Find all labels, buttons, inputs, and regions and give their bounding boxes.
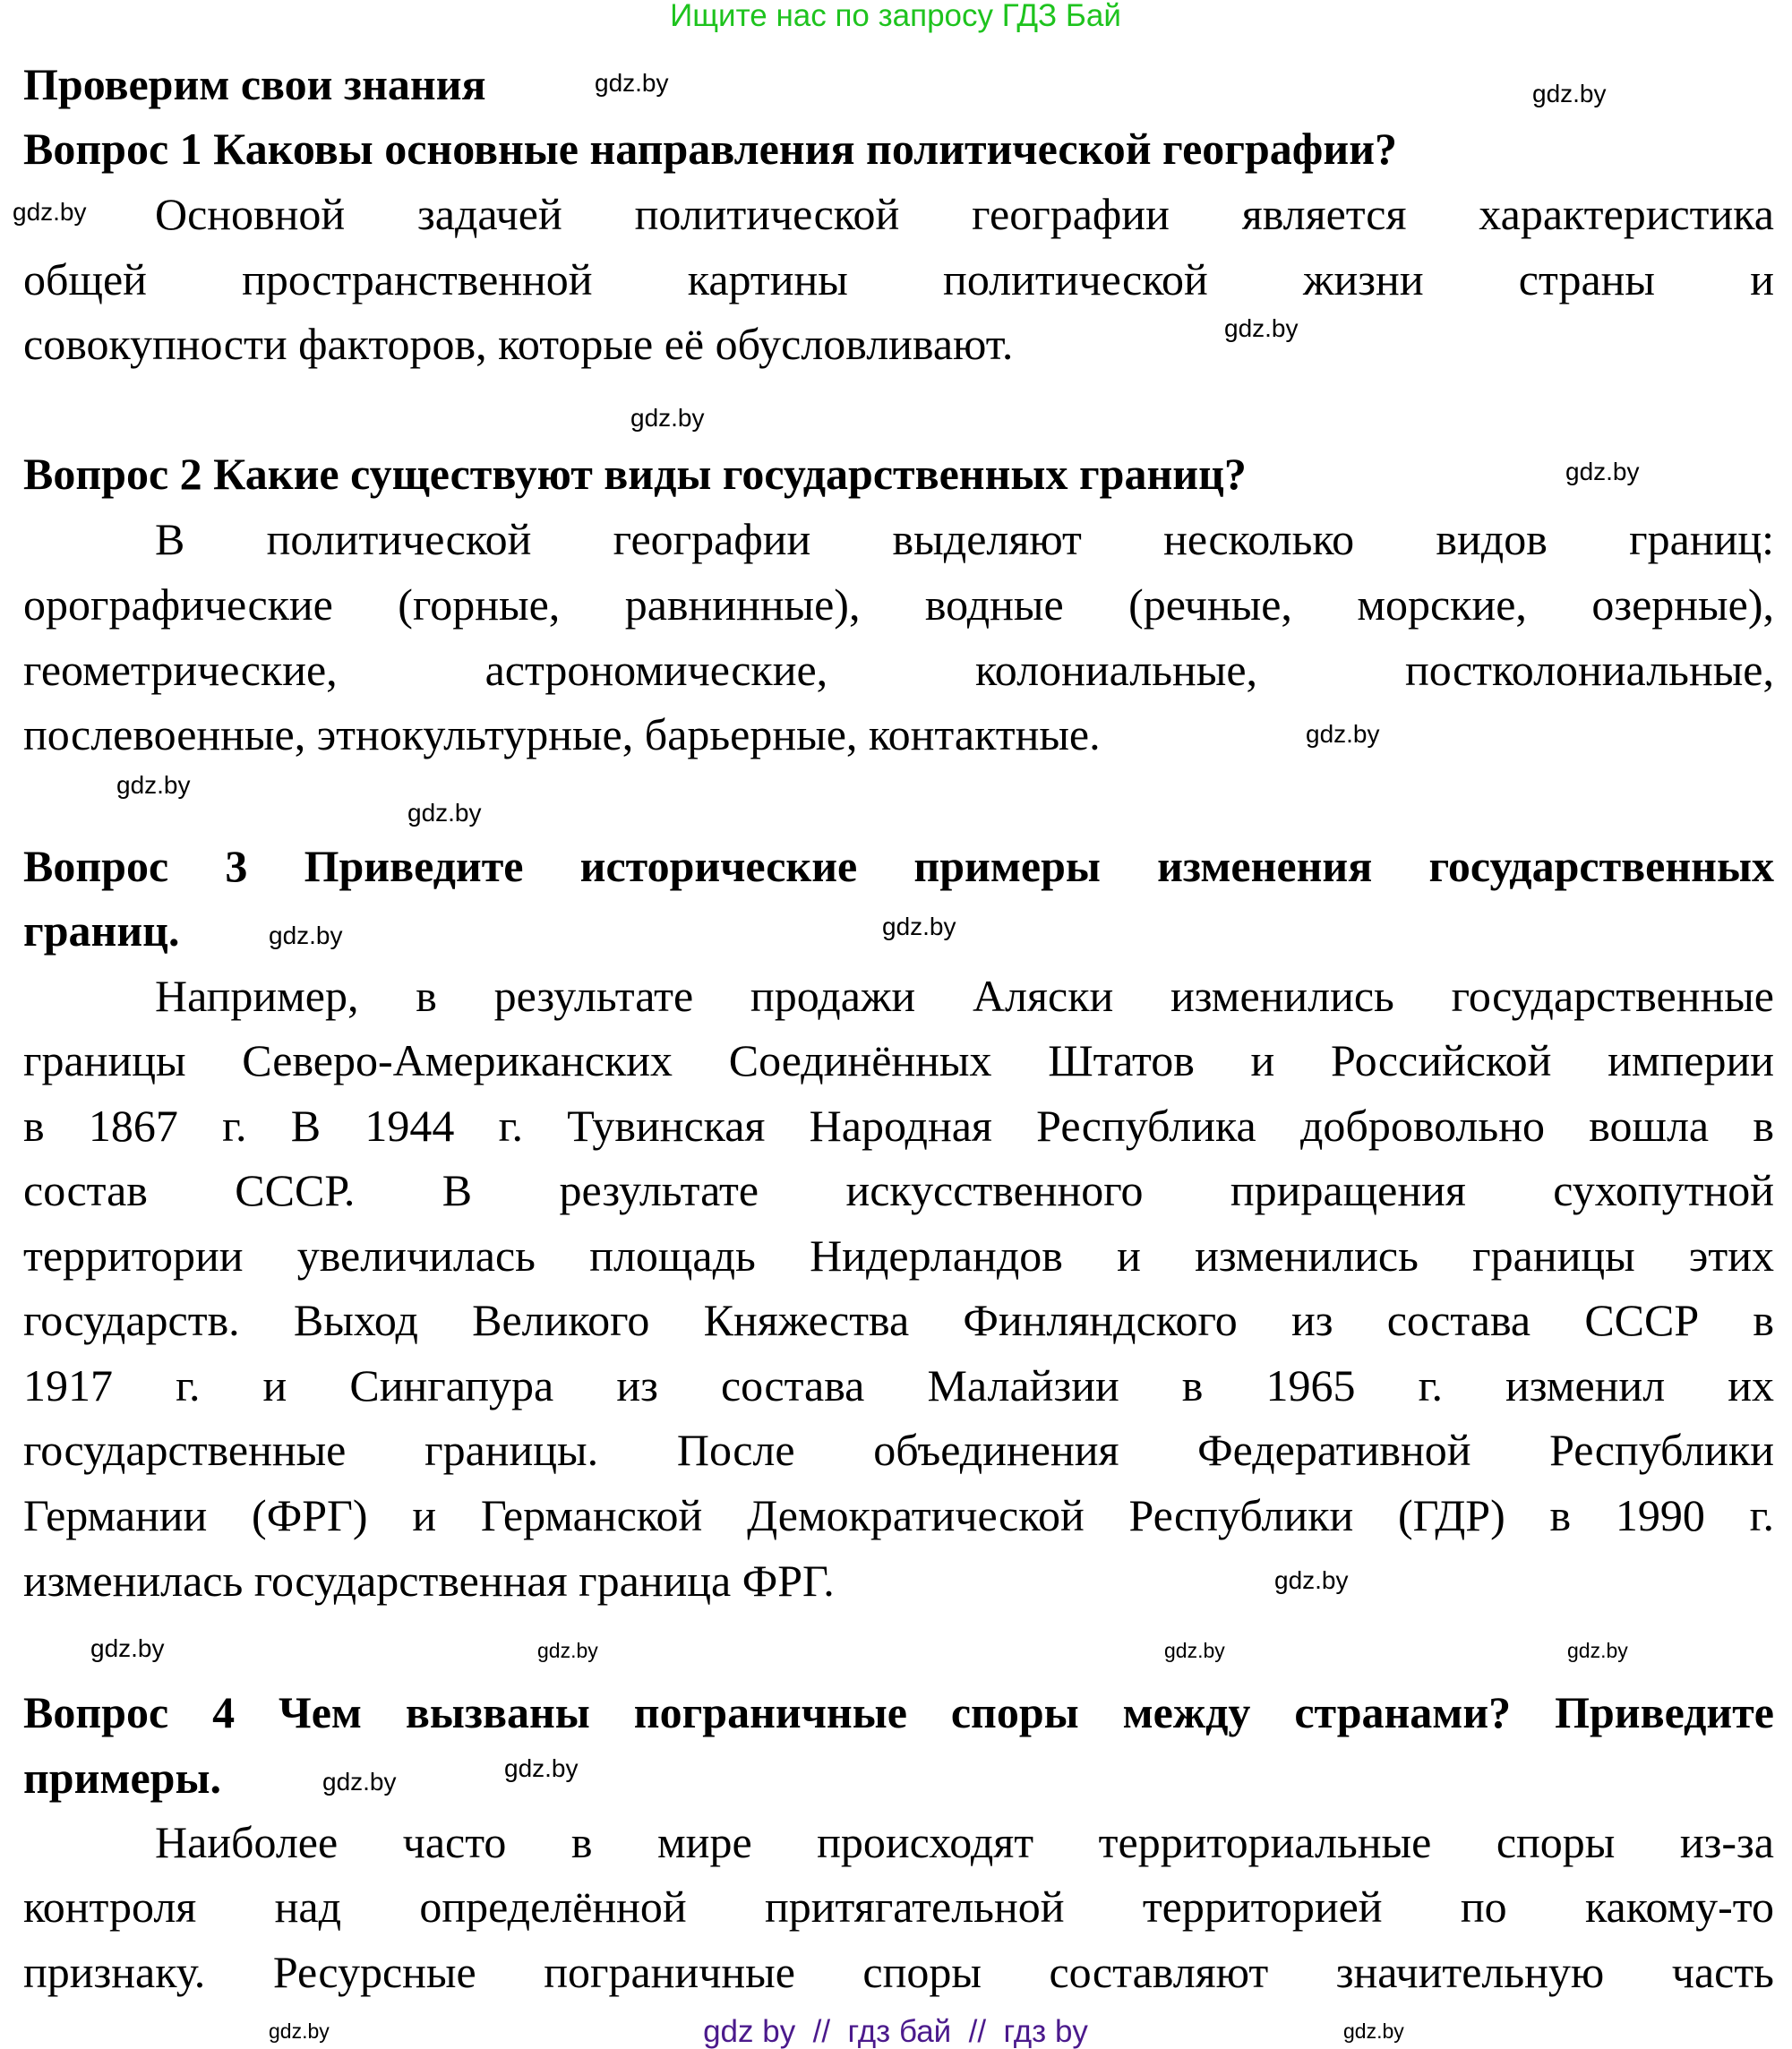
watermark: gdz.by [1306, 720, 1380, 748]
watermark: gdz.by [269, 922, 343, 949]
answer-2-line: В политической географии выделяют несколько видов границ: [155, 514, 1774, 564]
watermark: gdz.by [504, 1754, 579, 1782]
watermark: gdz.by [630, 404, 705, 432]
answer-1-line: общей пространственной картины политической жизни страны и [23, 254, 1774, 304]
question-1-heading: Вопрос 1 Каковы основные направления политической географии? [23, 124, 1398, 174]
watermark: gdz.by [1567, 1639, 1628, 1662]
question-3-heading-cont: границ. [23, 905, 180, 956]
watermark: gdz.by [1532, 80, 1607, 107]
watermark: gdz.by [882, 913, 956, 940]
answer-3-line: состав СССР. В результате искусственного приращения сухопутной [23, 1165, 1774, 1215]
answer-4-line: Наиболее часто в мире происходят территориальные споры из-за [155, 1817, 1774, 1867]
watermark: gdz.by [537, 1639, 598, 1662]
search-banner: Ищите нас по запросу ГДЗ Бай [670, 0, 1121, 33]
watermark: gdz.by [1565, 458, 1640, 485]
watermark: gdz.by [269, 2019, 330, 2043]
question-4-heading: Вопрос 4 Чем вызваны пограничные споры между странами? Приведите [23, 1687, 1774, 1737]
answer-1-line: совокупности факторов, которые её обусловливают. [23, 319, 1014, 369]
answer-2-line: послевоенные, этнокультурные, барьерные, контактные. [23, 709, 1101, 759]
answer-3-line: территории увеличилась площадь Нидерландов и изменились границы этих [23, 1230, 1774, 1281]
answer-3-line: 1917 г. и Сингапура из состава Малайзии в 1965 г. изменил их [23, 1360, 1774, 1410]
question-3-heading: Вопрос 3 Приведите исторические примеры изменения государственных [23, 841, 1774, 891]
watermark: gdz.by [1224, 314, 1299, 342]
answer-4-line: признаку. Ресурсные пограничные споры составляют значительную часть [23, 1947, 1774, 1997]
answer-3-line: границы Северо-Американских Соединённых Штатов и Российской империи [23, 1035, 1774, 1085]
answer-3-line: Германии (ФРГ) и Германской Демократической Республики (ГДР) в 1990 г. [23, 1490, 1774, 1540]
answer-2-line: орографические (горные, равнинные), водные (речные, морские, озерные), [23, 579, 1774, 630]
watermark: gdz.by [1274, 1566, 1349, 1594]
watermark: gdz.by [322, 1768, 397, 1796]
answer-3-line: Например, в результате продажи Аляски изменились государственные [155, 971, 1774, 1021]
question-4-heading-cont: примеры. [23, 1753, 222, 1803]
answer-1-line: Основной задачей политической географии является характеристика [155, 189, 1774, 239]
watermark: gdz.by [1343, 2019, 1404, 2043]
watermark: gdz.by [1164, 1639, 1225, 1662]
watermark: gdz.by [90, 1634, 165, 1662]
watermark: gdz.by [407, 799, 482, 827]
answer-3-line: государственные границы. После объединения Федеративной Республики [23, 1425, 1774, 1475]
answer-3-line: изменилась государственная граница ФРГ. [23, 1556, 835, 1606]
answer-2-line: геометрические, астрономические, колониальные, постколониальные, [23, 645, 1774, 695]
watermark: gdz.by [116, 771, 191, 799]
question-2-heading: Вопрос 2 Какие существуют виды государственных границ? [23, 449, 1247, 499]
watermark: gdz.by [595, 69, 669, 97]
footer-links[interactable]: gdz by // гдз бай // гдз by [703, 2014, 1088, 2049]
answer-3-line: в 1867 г. В 1944 г. Тувинская Народная Республика добровольно вошла в [23, 1101, 1774, 1151]
answer-4-line: контроля над определённой притягательной территорией по какому-то [23, 1882, 1774, 1932]
watermark: gdz.by [13, 198, 87, 226]
answer-3-line: государств. Выход Великого Княжества Финляндского из состава СССР в [23, 1295, 1774, 1345]
page-title: Проверим свои знания [23, 59, 486, 109]
